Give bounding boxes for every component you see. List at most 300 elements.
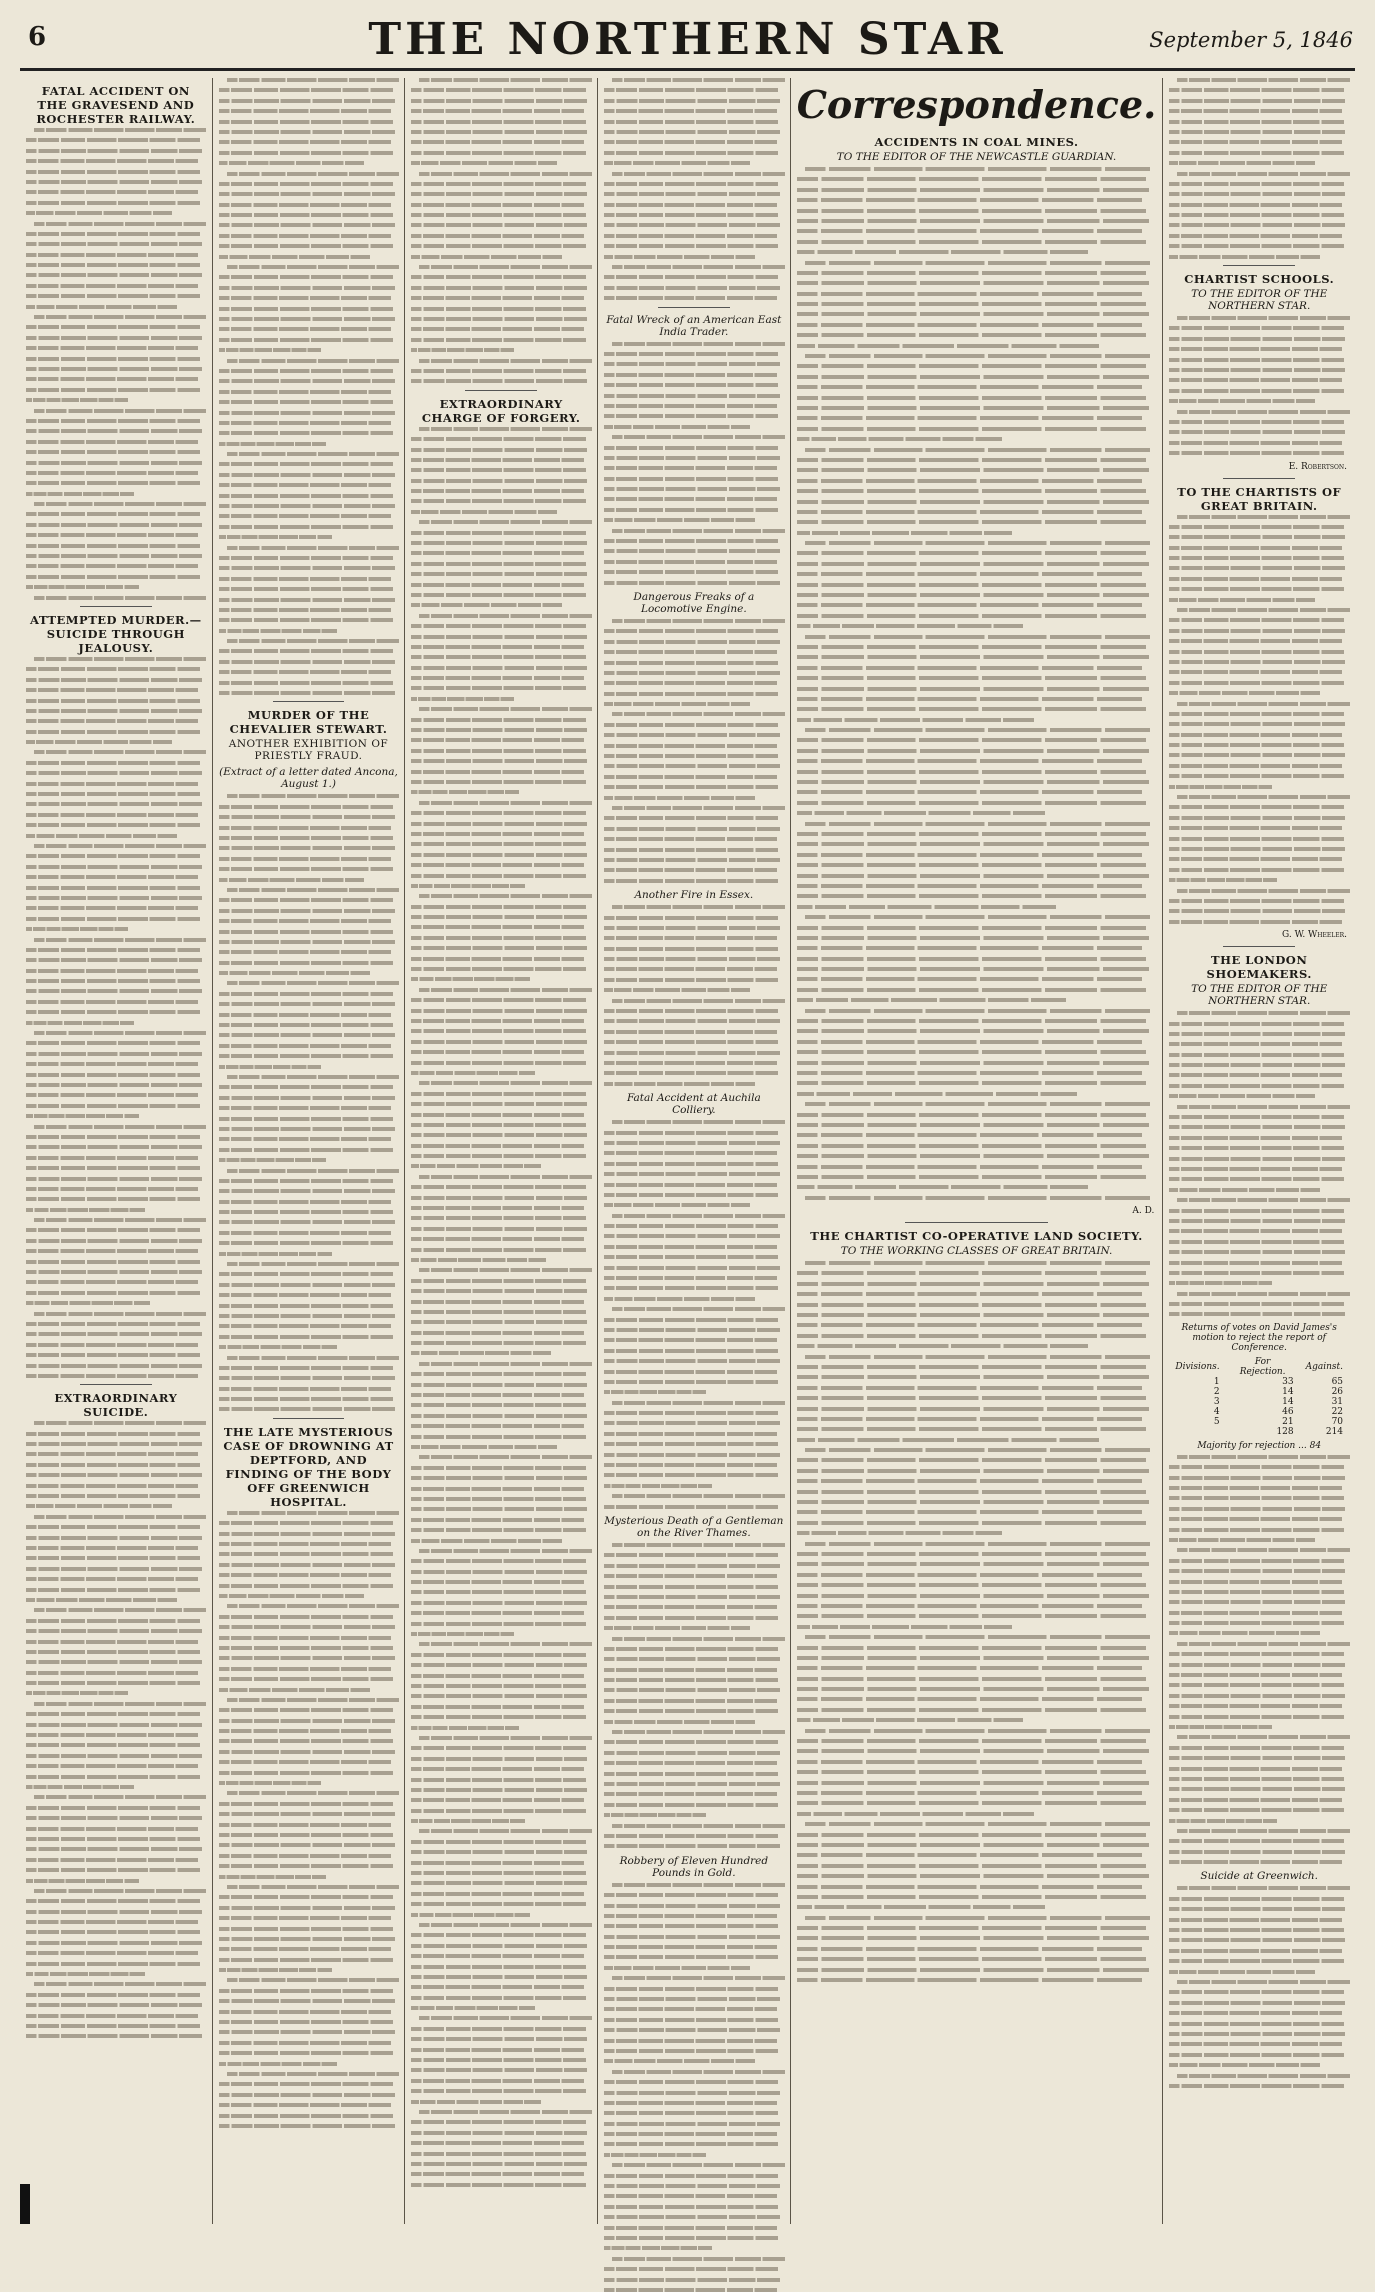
text-line — [1169, 1146, 1343, 1150]
text-line — [219, 1179, 393, 1183]
text-line — [411, 1300, 583, 1304]
body-text — [1169, 1886, 1349, 2087]
text-line — [797, 1531, 1002, 1535]
text-line — [1169, 1032, 1345, 1036]
text-line — [1169, 650, 1343, 654]
text-line — [219, 234, 391, 238]
text-line — [604, 1997, 780, 2001]
text-line — [411, 510, 557, 514]
text-line — [604, 733, 780, 737]
text-line — [1169, 140, 1341, 144]
text-line — [797, 780, 1149, 784]
text-line — [604, 1626, 750, 1630]
text-line — [219, 2041, 391, 2045]
votes-cell: 1 — [1213, 1376, 1220, 1387]
text-line — [26, 1374, 198, 1378]
text-line — [411, 832, 583, 836]
text-line — [26, 1879, 139, 1883]
text-line — [411, 140, 583, 144]
text-line — [797, 1760, 1142, 1764]
text-line — [612, 1494, 784, 1498]
text-line — [1169, 1600, 1345, 1604]
text-line — [34, 657, 206, 661]
text-line — [604, 1203, 750, 1207]
text-line — [604, 967, 776, 971]
text-line — [219, 681, 393, 685]
text-line — [1169, 1694, 1345, 1698]
text-line — [411, 203, 583, 207]
text-line — [26, 1681, 200, 1685]
text-line — [1169, 2042, 1341, 2046]
subheadline-newcastle: TO THE EDITOR OF THE NEWCASTLE GUARDIAN. — [836, 151, 1117, 163]
text-line — [411, 1913, 530, 1917]
text-line — [797, 583, 1146, 587]
text-line — [797, 1407, 1149, 1411]
text-line — [411, 1975, 587, 1979]
text-line — [34, 409, 206, 413]
text-line — [1169, 1949, 1341, 1953]
text-line — [604, 109, 776, 113]
text-line — [604, 1255, 778, 1259]
votes-cell: 33 — [1282, 1376, 1294, 1387]
text-line — [604, 1720, 755, 1724]
text-line — [612, 2257, 784, 2261]
text-line — [612, 905, 784, 909]
text-line — [797, 1313, 1149, 1317]
text-line — [411, 120, 585, 124]
text-line — [411, 369, 585, 373]
text-line — [797, 842, 1149, 846]
text-line — [604, 1792, 776, 1796]
text-line — [34, 1312, 206, 1316]
text-line — [1169, 566, 1345, 570]
text-line — [411, 905, 585, 909]
text-line — [411, 655, 585, 659]
text-line — [219, 1947, 391, 1951]
votes-header-row — [1169, 1357, 1349, 1377]
text-line — [612, 712, 784, 716]
text-line — [1169, 2001, 1345, 2005]
text-line — [1177, 172, 1349, 176]
text-line — [26, 699, 200, 703]
text-line — [797, 1781, 1149, 1785]
text-line — [1169, 577, 1341, 581]
text-line — [797, 1895, 1146, 1899]
text-line — [604, 848, 778, 852]
text-line — [411, 1933, 585, 1937]
text-line — [411, 811, 585, 815]
text-line — [797, 1417, 1142, 1421]
text-line — [604, 570, 778, 574]
text-line — [1177, 1292, 1349, 1296]
text-line — [805, 915, 1150, 919]
text-line — [26, 1145, 202, 1149]
text-line — [604, 1421, 780, 1425]
text-line — [1177, 702, 1349, 706]
text-line — [26, 1837, 200, 1841]
text-line — [26, 149, 202, 153]
text-line — [219, 213, 393, 217]
text-line — [1169, 255, 1320, 259]
text-line — [411, 109, 583, 113]
text-line — [411, 1954, 583, 1958]
text-line — [419, 1455, 591, 1459]
text-line — [219, 140, 391, 144]
text-line — [797, 177, 1146, 181]
text-line — [411, 1559, 585, 1563]
text-line — [219, 1573, 391, 1577]
text-line — [411, 1393, 583, 1397]
text-line — [419, 707, 591, 711]
text-line — [1169, 1219, 1345, 1223]
text-line — [797, 988, 1146, 992]
text-line — [797, 1490, 1146, 1494]
text-line — [797, 1562, 1149, 1566]
text-line — [26, 1442, 202, 1446]
text-line — [604, 2111, 778, 2115]
text-line — [219, 307, 393, 311]
text-line — [227, 546, 399, 550]
text-line — [797, 1614, 1146, 1618]
text-line — [797, 572, 1142, 576]
text-line — [227, 452, 399, 456]
text-line — [26, 1972, 145, 1976]
text-line — [797, 364, 1146, 368]
text-line — [1169, 805, 1343, 809]
text-line — [219, 649, 393, 653]
column-4 — [597, 78, 790, 2224]
text-line — [411, 583, 583, 587]
text-line — [1169, 368, 1345, 372]
text-line — [411, 1528, 585, 1532]
text-line — [219, 244, 393, 248]
text-line — [797, 1123, 1149, 1127]
text-line — [227, 1604, 399, 1608]
headline-river-thames: Mysterious Death of a Gentleman on the River Thames. — [604, 1515, 784, 1539]
column-2 — [212, 78, 405, 2224]
text-line — [26, 1941, 202, 1945]
text-line — [411, 1040, 587, 1044]
text-line — [219, 1065, 321, 1069]
votes-cell — [1169, 1427, 1225, 1437]
text-line — [797, 1718, 1024, 1722]
text-line — [604, 2174, 778, 2178]
text-line — [219, 390, 391, 394]
text-line — [604, 723, 778, 727]
text-line — [219, 1366, 393, 1370]
text-line — [411, 151, 585, 155]
text-line — [604, 1019, 780, 1023]
text-line — [411, 1850, 587, 1854]
text-line — [219, 1739, 393, 1743]
text-line — [26, 1473, 202, 1477]
text-line — [604, 640, 780, 644]
text-line — [797, 853, 1142, 857]
newspaper-page — [10, 8, 1365, 2228]
text-line — [219, 556, 393, 560]
text-line — [219, 411, 395, 415]
text-line — [604, 1751, 780, 1755]
text-line — [604, 1647, 778, 1651]
text-line — [419, 988, 591, 992]
text-line — [219, 400, 393, 404]
text-line — [219, 940, 395, 944]
text-line — [26, 554, 202, 558]
headline-chartists-britain: TO THE CHARTISTS OF GREAT BRITAIN. — [1177, 484, 1342, 513]
text-line — [1169, 120, 1343, 124]
text-line — [219, 1252, 332, 1256]
text-line — [797, 957, 1146, 961]
text-line — [26, 979, 200, 983]
text-line — [411, 379, 587, 383]
text-line — [604, 1945, 776, 1949]
text-line — [26, 1093, 198, 1097]
text-line — [411, 1632, 513, 1636]
text-line — [604, 868, 776, 872]
text-line — [1169, 223, 1345, 227]
text-line — [411, 666, 587, 670]
text-line — [1169, 1611, 1341, 1615]
text-line — [219, 2051, 393, 2055]
text-line — [1177, 1011, 1349, 1015]
text-line — [219, 1304, 393, 1308]
text-line — [26, 1291, 200, 1295]
text-line — [411, 1996, 585, 2000]
text-line — [227, 1169, 399, 1173]
text-line — [604, 466, 776, 470]
text-line — [1169, 182, 1343, 186]
text-line — [1169, 1850, 1345, 1854]
text-line — [797, 1656, 1149, 1660]
text-line — [419, 1642, 591, 1646]
text-line — [219, 2020, 393, 2024]
text-line — [219, 577, 391, 581]
text-line — [219, 2124, 395, 2128]
text-line — [411, 1092, 585, 1096]
text-line — [219, 1324, 391, 1328]
text-line — [411, 1351, 551, 1355]
text-line — [26, 761, 200, 765]
text-line — [604, 296, 776, 300]
text-line — [604, 785, 778, 789]
text-line — [419, 614, 591, 618]
text-line — [26, 2003, 202, 2007]
text-line — [604, 1224, 778, 1228]
headline-gold-robbery: Robbery of Eleven Hundred Pounds in Gold. — [619, 1854, 769, 1879]
text-line — [604, 2080, 778, 2084]
text-line — [1177, 410, 1349, 414]
text-line — [1169, 629, 1345, 633]
text-line — [34, 1421, 206, 1425]
votes-cell: 5 — [1213, 1416, 1220, 1427]
text-line — [34, 1515, 206, 1519]
text-line — [1169, 1928, 1343, 1932]
text-line — [1177, 316, 1349, 320]
text-line — [797, 427, 1146, 431]
text-line — [604, 1390, 706, 1394]
text-line — [805, 1635, 1150, 1639]
text-line — [411, 1965, 585, 1969]
text-line — [604, 1678, 778, 1682]
text-line — [26, 886, 200, 890]
text-line — [1169, 1746, 1343, 1750]
text-line — [797, 416, 1142, 420]
text-line — [1169, 639, 1341, 643]
text-line — [797, 1864, 1146, 1868]
text-line — [26, 688, 198, 692]
text-line — [604, 1318, 778, 1322]
text-line — [1169, 546, 1341, 550]
text-line — [219, 1895, 393, 1899]
text-line — [1169, 451, 1343, 455]
text-line — [797, 936, 1149, 940]
text-line — [26, 1733, 198, 1737]
text-line — [26, 1962, 200, 1966]
text-line — [411, 562, 585, 566]
text-line — [604, 1966, 750, 1970]
divider — [80, 1384, 152, 1385]
text-line — [411, 2037, 587, 2041]
text-line — [1169, 1777, 1343, 1781]
text-line — [797, 593, 1149, 597]
text-line — [797, 1552, 1146, 1556]
text-line — [219, 338, 393, 342]
text-line — [411, 1019, 583, 1023]
text-line — [411, 1840, 585, 1844]
text-line — [219, 1812, 395, 1816]
text-line — [797, 1040, 1142, 1044]
text-line — [26, 1930, 200, 1934]
text-line — [1169, 1476, 1345, 1480]
text-line — [26, 1536, 202, 1540]
text-line — [1169, 1798, 1341, 1802]
text-line — [797, 1154, 1149, 1158]
text-line — [219, 878, 365, 882]
text-line — [219, 2062, 338, 2066]
text-line — [797, 645, 1146, 649]
text-line — [26, 1166, 200, 1170]
text-line — [1169, 1229, 1341, 1233]
text-line — [411, 223, 587, 227]
text-line — [26, 782, 198, 786]
text-line — [26, 834, 177, 838]
text-line — [411, 1497, 585, 1501]
text-line — [797, 967, 1149, 971]
text-line — [604, 957, 780, 961]
text-line — [26, 1073, 200, 1077]
text-line — [1169, 1125, 1345, 1129]
text-line — [1169, 1486, 1341, 1490]
text-line — [34, 1795, 206, 1799]
text-line — [26, 273, 202, 277]
divider — [273, 701, 345, 702]
text-line — [612, 435, 784, 439]
text-line — [34, 222, 206, 226]
text-line — [1169, 99, 1345, 103]
text-line — [411, 863, 583, 867]
text-line — [411, 2089, 585, 2093]
text-line — [1169, 1897, 1343, 1901]
text-line — [26, 1827, 198, 1831]
text-line — [26, 709, 202, 713]
text-line — [219, 2010, 391, 2014]
text-line — [797, 458, 1146, 462]
text-line — [219, 109, 391, 113]
text-line — [411, 2079, 583, 2083]
text-line — [26, 719, 198, 723]
text-line — [219, 867, 393, 871]
text-line — [26, 678, 202, 682]
text-line — [26, 740, 172, 744]
text-line — [604, 581, 780, 585]
text-line — [1169, 1312, 1345, 1316]
text-line — [604, 1803, 778, 1807]
text-line — [411, 1050, 583, 1054]
text-line — [219, 223, 395, 227]
text-line — [1169, 1136, 1341, 1140]
text-line — [604, 2049, 778, 2053]
text-line — [411, 1435, 585, 1439]
text-line — [219, 1708, 393, 1712]
text-line — [411, 822, 587, 826]
text-line — [797, 531, 1013, 535]
text-line — [612, 342, 784, 346]
text-line — [219, 1023, 393, 1027]
text-line — [797, 1625, 1013, 1629]
text-line — [219, 1729, 391, 1733]
text-line — [411, 1071, 535, 1075]
text-line — [26, 263, 200, 267]
text-line — [411, 1902, 585, 1906]
text-line — [34, 844, 206, 848]
text-line — [411, 1341, 585, 1345]
text-line — [219, 1760, 391, 1764]
text-line — [411, 1611, 583, 1615]
text-line — [1169, 1507, 1345, 1511]
text-line — [1169, 2084, 1343, 2088]
headline-railway-accident: FATAL ACCIDENT ON THE GRAVESEND AND ROCHESTER RAILWAY. — [36, 84, 196, 126]
text-line — [1169, 326, 1343, 330]
text-line — [26, 1546, 198, 1550]
text-line — [219, 1646, 393, 1650]
headline-chevalier-stewart: MURDER OF THE CHEVALIER STEWART. — [229, 708, 388, 737]
text-line — [797, 1375, 1149, 1379]
divider — [1223, 478, 1295, 479]
text-line — [612, 806, 784, 810]
text-line — [797, 1344, 1088, 1348]
text-line — [219, 1283, 395, 1287]
text-line — [604, 796, 755, 800]
text-line — [219, 598, 395, 602]
text-line — [604, 518, 755, 522]
text-line — [411, 1653, 585, 1657]
text-line — [419, 172, 591, 176]
text-line — [797, 749, 1149, 753]
text-line — [219, 369, 393, 373]
text-line — [604, 373, 776, 377]
text-line — [1169, 1704, 1341, 1708]
text-line — [1169, 161, 1315, 165]
text-line — [604, 1276, 776, 1280]
headline-greenwich-suicide: Suicide at Greenwich. — [1200, 1870, 1318, 1883]
text-line — [219, 1927, 393, 1931]
text-line — [797, 1479, 1142, 1483]
text-line — [604, 383, 778, 387]
text-line — [411, 1206, 583, 1210]
text-line — [797, 1905, 1045, 1909]
text-line — [797, 1594, 1149, 1598]
text-line — [219, 1189, 395, 1193]
